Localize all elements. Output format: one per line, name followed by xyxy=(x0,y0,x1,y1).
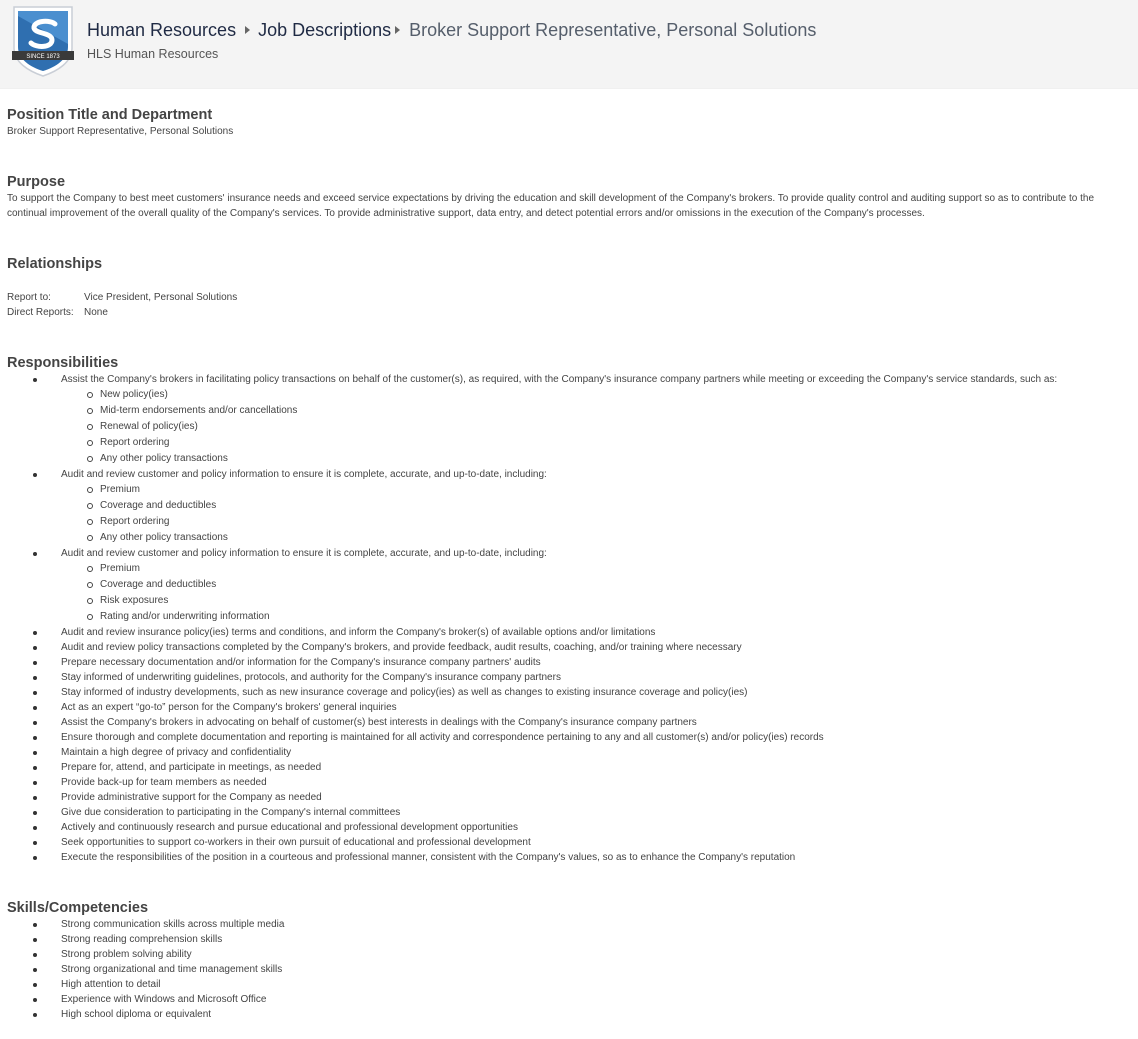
position-heading: Position Title and Department xyxy=(7,107,213,123)
responsibility-item xyxy=(7,372,1131,467)
responsibility-text: Prepare for, attend, and participate in meetings, as needed xyxy=(61,762,322,773)
responsibility-item xyxy=(7,715,1131,730)
responsibility-subitem: Mid-term endorsements and/or cancellations xyxy=(61,403,1131,419)
responsibility-text: Provide administrative support for the Company as needed xyxy=(61,792,322,803)
responsibilities-section xyxy=(7,320,1131,865)
relationship-label: Report to: xyxy=(7,292,51,303)
relationship-value: Vice President, Personal Solutions xyxy=(84,292,238,303)
responsibility-text: Audit and review policy transactions completed by the Company's brokers, and provide feedback, audit results, coaching, and/or training where necessary xyxy=(61,642,742,653)
responsibility-item xyxy=(7,805,1131,820)
responsibility-item xyxy=(7,790,1131,805)
responsibility-item xyxy=(7,745,1131,760)
responsibility-sublist xyxy=(61,561,1131,625)
responsibility-text: Stay informed of industry developments, such as new insurance coverage and policy(ies) as well as changes to existing insurance coverage and policy(ies) xyxy=(61,687,748,698)
responsibility-text: Prepare necessary documentation and/or information for the Company's insurance company partners' audits xyxy=(61,657,541,668)
skills-section xyxy=(7,865,1131,1022)
responsibility-subitem: Premium xyxy=(61,482,1131,498)
breadcrumb-job-descriptions[interactable]: Job Descriptions xyxy=(258,20,392,40)
relationship-row xyxy=(7,290,1131,305)
responsibility-item xyxy=(7,820,1131,835)
relationship-label: Direct Reports: xyxy=(7,307,74,318)
responsibility-subitem: Renewal of policy(ies) xyxy=(61,419,1131,435)
skill-item: Strong problem solving ability xyxy=(7,947,1131,962)
responsibility-item xyxy=(7,640,1131,655)
responsibility-text: Seek opportunities to support co-workers in their own pursuit of educational and professional development xyxy=(61,837,531,848)
relationship-value: None xyxy=(84,307,108,318)
relationships-heading: Relationships xyxy=(7,256,103,272)
company-shield-logo xyxy=(10,4,76,78)
relationship-row xyxy=(7,305,1131,320)
responsibility-item xyxy=(7,546,1131,625)
page-content xyxy=(0,89,1138,1022)
responsibility-subitem: Rating and/or underwriting information xyxy=(61,609,1131,625)
responsibility-text: Ensure thorough and complete documentation and reporting is maintained for all activity and correspondence pertaining to any and all customer(s) and/or policy(ies) records xyxy=(61,732,824,743)
skill-item: High attention to detail xyxy=(7,977,1131,992)
responsibility-item xyxy=(7,775,1131,790)
skill-item: Strong communication skills across multiple media xyxy=(7,917,1131,932)
skills-list xyxy=(7,917,1131,1022)
responsibility-item xyxy=(7,835,1131,850)
site-subtitle: HLS Human Resources xyxy=(87,47,219,61)
skill-item: Experience with Windows and Microsoft Office xyxy=(7,992,1131,1007)
chevron-right-icon xyxy=(245,26,250,34)
skill-item: High school diploma or equivalent xyxy=(7,1007,1131,1022)
logo-text: SINCE 1873 xyxy=(26,54,60,60)
responsibility-text: Execute the responsibilities of the position in a courteous and professional manner, consistent with the Company's values, so as to enhance the Company's reputation xyxy=(61,852,796,863)
responsibility-text: Maintain a high degree of privacy and confidentiality xyxy=(61,747,292,758)
responsibility-text: Audit and review customer and policy information to ensure it is complete, accurate, and up-to-date, including: xyxy=(61,548,547,559)
responsibility-text: Stay informed of underwriting guidelines, protocols, and authority for the Company's insurance company partners xyxy=(61,672,561,683)
responsibility-text: Assist the Company's brokers in advocating on behalf of customer(s) best interests in dealings with the Company's insurance company partners xyxy=(61,717,697,728)
relationships-table xyxy=(7,273,1131,320)
skill-item: Strong reading comprehension skills xyxy=(7,932,1131,947)
responsibility-text: Audit and review customer and policy information to ensure it is complete, accurate, and up-to-date, including: xyxy=(61,469,547,480)
responsibility-subitem: Any other policy transactions xyxy=(61,451,1131,467)
chevron-right-icon xyxy=(395,26,400,34)
responsibility-text: Audit and review insurance policy(ies) terms and conditions, and inform the Company's broker(s) of available options and/or limitations xyxy=(61,627,656,638)
responsibility-item xyxy=(7,850,1131,865)
breadcrumb xyxy=(87,20,816,41)
responsibility-sublist xyxy=(61,482,1131,546)
position-section xyxy=(7,89,1131,139)
responsibility-text: Give due consideration to participating in the Company's internal committees xyxy=(61,807,401,818)
responsibility-item xyxy=(7,730,1131,745)
purpose-text: To support the Company to best meet customers' insurance needs and exceed service expectations by driving the education and skill development of the Company's brokers. To provide quality control and auditing support so as to contribute to the continual improvement of the overall quality of the Company's services. To provide administrative support, data entry, and detect potential errors and/or omissions in the execution of the Company's processes. xyxy=(7,193,1095,219)
responsibility-item xyxy=(7,655,1131,670)
responsibility-subitem: Coverage and deductibles xyxy=(61,577,1131,593)
responsibility-text: Act as an expert “go-to” person for the Company's brokers' general inquiries xyxy=(61,702,397,713)
relationships-section xyxy=(7,221,1131,320)
responsibility-subitem: Coverage and deductibles xyxy=(61,498,1131,514)
responsibility-subitem: New policy(ies) xyxy=(61,387,1131,403)
position-text: Broker Support Representative, Personal Solutions xyxy=(7,126,234,137)
responsibility-item xyxy=(7,670,1131,685)
page-header xyxy=(0,0,1138,89)
responsibility-item xyxy=(7,760,1131,775)
responsibility-sublist xyxy=(61,387,1131,467)
responsibility-item xyxy=(7,700,1131,715)
responsibility-subitem: Report ordering xyxy=(61,435,1131,451)
responsibility-item xyxy=(7,625,1131,640)
breadcrumb-human-resources[interactable]: Human Resources xyxy=(87,20,237,40)
responsibility-subitem: Risk exposures xyxy=(61,593,1131,609)
skill-item: Strong organizational and time management skills xyxy=(7,962,1131,977)
skills-heading: Skills/Competencies xyxy=(7,900,149,916)
responsibility-item xyxy=(7,685,1131,700)
responsibility-text: Actively and continuously research and pursue educational and professional development opportunities xyxy=(61,822,518,833)
responsibility-subitem: Report ordering xyxy=(61,514,1131,530)
purpose-heading: Purpose xyxy=(7,174,66,190)
responsibility-item xyxy=(7,467,1131,546)
breadcrumb-current-page: Broker Support Representative, Personal Solutions xyxy=(409,20,817,40)
responsibility-subitem: Premium xyxy=(61,561,1131,577)
responsibility-text: Provide back-up for team members as needed xyxy=(61,777,267,788)
responsibilities-list xyxy=(7,372,1131,865)
purpose-section xyxy=(7,139,1131,221)
responsibility-subitem: Any other policy transactions xyxy=(61,530,1131,546)
responsibility-text: Assist the Company's brokers in facilitating policy transactions on behalf of the customer(s), as required, with the Company's insurance company partners while meeting or exceeding the Company's service standards, such as: xyxy=(61,374,1058,385)
responsibilities-heading: Responsibilities xyxy=(7,355,119,371)
